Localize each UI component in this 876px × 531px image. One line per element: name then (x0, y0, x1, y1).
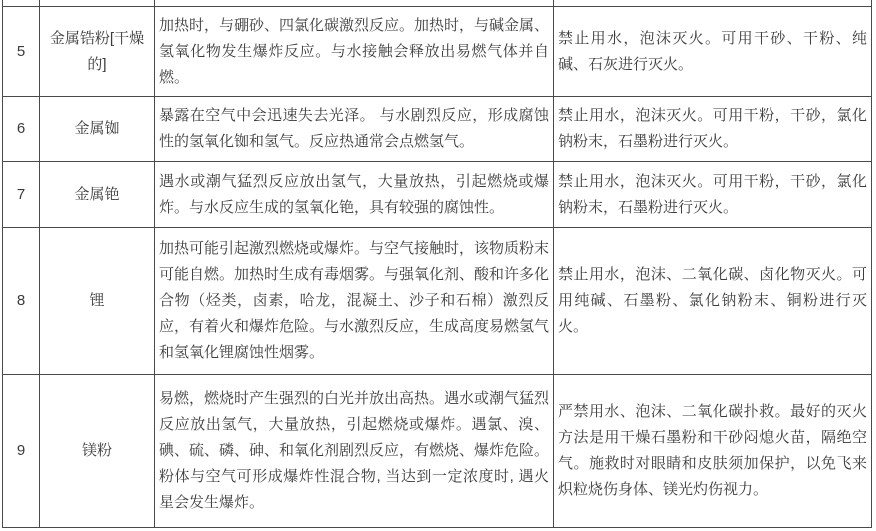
row-number-cell: 9 (3, 375, 40, 528)
table-row (3, 97, 872, 162)
row-number-cell: 7 (3, 162, 40, 228)
hazard-description-cell: 易燃，燃烧时产生强烈的白光并放出高热。遇水或潮气猛烈反应放出氢气，大量放热，引起燃烧或爆炸。遇氯、溴、碘、硫、磷、砷、和氧化剂剧烈反应，有燃烧、爆炸危险。粉体与空气可形成爆炸性混合物, 当达到一定浓度时, 遇火星会发生爆炸。 (155, 375, 554, 528)
substance-name-cell: 金属铷 (40, 97, 155, 162)
row-number-cell: 5 (3, 7, 40, 97)
table-row (3, 7, 872, 97)
table-row (3, 375, 872, 528)
hazard-description-cell: 加热时，与硼砂、四氯化碳激烈反应。加热时，与碱金属、氢氧化物发生爆炸反应。与水接触会释放出易燃气体并自燃。 (155, 7, 554, 97)
substance-name-cell: 金属铯 (40, 162, 155, 228)
row-number-cell: 6 (3, 97, 40, 162)
substance-name-cell: 镁粉 (40, 375, 155, 528)
extinguishing-method-cell: 禁止用水，泡沫、二氧化碳、卤化物灭火。可用纯碱、石墨粉、氯化钠粉末、铜粉进行灭火。 (554, 228, 872, 375)
extinguishing-method-cell: 禁止用水，泡沫灭火。可用干粉，干砂，氯化钠粉末，石墨粉进行灭火。 (554, 97, 872, 162)
table-body (3, 0, 872, 528)
substance-name-cell: 锂 (40, 228, 155, 375)
row-number-cell: 8 (3, 228, 40, 375)
table-row (3, 228, 872, 375)
extinguishing-method-cell: 严禁用水、泡沫、二氧化碳扑救。最好的灭火方法是用干燥石墨粉和干砂闷熄火苗，隔绝空气。施救时对眼睛和皮肤须加保护，以免飞来炽粒烧伤身体、镁光灼伤视力。 (554, 375, 872, 528)
hazard-description-cell: 遇水或潮气猛烈反应放出氢气，大量放热，引起燃烧或爆炸。与水反应生成的氢氧化铯，具有较强的腐蚀性。 (155, 162, 554, 228)
extinguishing-method-cell: 禁止用水，泡沫灭火。可用干砂、干粉、纯碱、石灰进行灭火。 (554, 7, 872, 97)
substance-name-cell: 金属锆粉[干燥的] (40, 7, 155, 97)
table-row (3, 162, 872, 228)
hazardous-chemicals-table (2, 0, 872, 528)
hazard-description-cell: 加热可能引起激烈燃烧或爆炸。与空气接触时，该物质粉末可能自燃。加热时生成有毒烟雾。与强氧化剂、酸和许多化合物（烃类，卤素，哈龙，混凝土、沙子和石棉）激烈反应，有着火和爆炸危险。与水激烈反应，生成高度易燃氢气和氢氧化锂腐蚀性烟雾。 (155, 228, 554, 375)
extinguishing-method-cell: 禁止用水，泡沫灭火。可用干粉，干砂，氯化钠粉末，石墨粉进行灭火。 (554, 162, 872, 228)
hazard-description-cell: 暴露在空气中会迅速失去光泽。 与水剧烈反应，形成腐蚀性的氢氧化铷和氢气。反应热通常会点燃氢气。 (155, 97, 554, 162)
